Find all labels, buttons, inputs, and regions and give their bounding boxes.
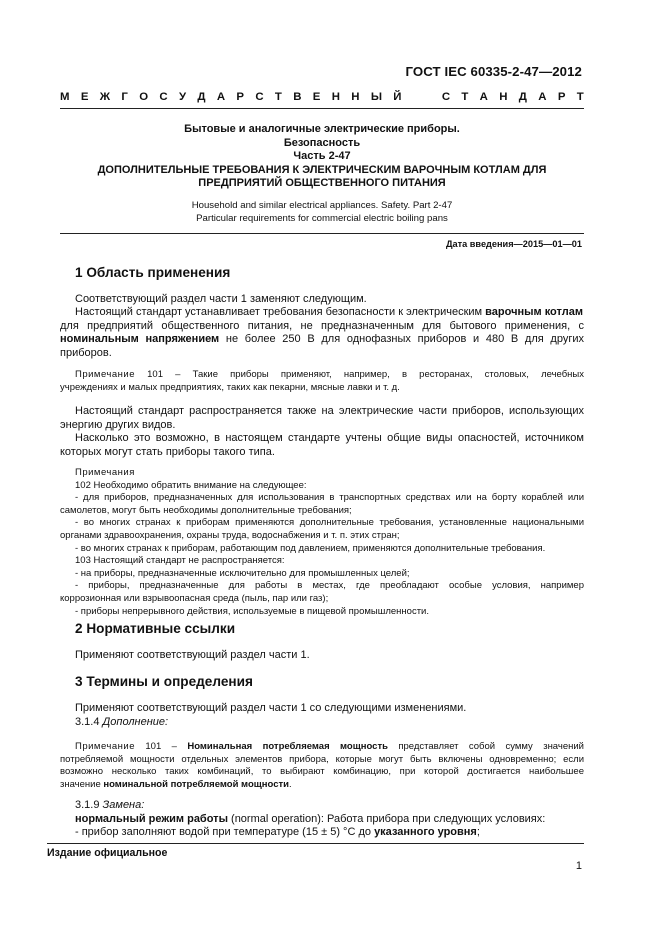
english-title-line-2: Particular requirements for commercial electric boiling pans: [196, 212, 448, 224]
clause-3-1-9: 3.1.9 Замена: нормальный режим работы (normal operation): Работа прибора при следующих условиях: - прибор заполняют водой при температуре (15 ± 5) °С до указанного уровня;: [75, 799, 546, 839]
banner-letter: С: [255, 91, 264, 103]
section-2-paragraph: Применяют соответствующий раздел части 1.: [75, 649, 310, 661]
section-2-heading: 2 Нормативные ссылки: [75, 621, 236, 636]
banner-letter: Ж: [99, 91, 111, 103]
banner-letter: А: [479, 91, 488, 103]
title-line-3: Часть 2-47: [293, 150, 351, 162]
title-line-1: Бытовые и аналогичные электрические приборы.: [184, 123, 460, 135]
banner-letter: М: [60, 91, 70, 103]
title-rule: [60, 233, 584, 234]
note-101-rated-power: Примечание 101 – Номинальная потребляемая мощность представляет собой сумму значений потребляемой мощности отдельных элементов прибора, которые могут быть включены одновременно; если возможно несколько таких комбинаций, то выбирают комбинацию, при которой достигается наибольшее значение номинальной потребляемой мощности.: [60, 741, 584, 790]
banner-letter: Т: [461, 91, 469, 103]
banner-letter: Г: [121, 91, 128, 103]
banner-letter: Д: [197, 91, 206, 103]
banner-letter: Й: [393, 91, 402, 103]
banner-letter: А: [538, 91, 547, 103]
section-3-paragraph: Применяют соответствующий раздел части 1 со следующими изменениями. 3.1.4 Дополнение:: [75, 702, 467, 728]
title-line-5: ПРЕДПРИЯТИЙ ОБЩЕСТВЕННОГО ПИТАНИЯ: [198, 177, 446, 189]
banner-letter: Р: [236, 91, 244, 103]
introduction-date: Дата введения—2015—01—01: [445, 239, 582, 249]
english-title-line-1: Household and similar electrical appliances. Safety. Part 2-47: [191, 200, 453, 211]
section-1-paragraph-1: Соответствующий раздел части 1 заменяют следующим.: [75, 293, 367, 305]
banner-letter: Т: [274, 91, 282, 103]
banner-letter: Е: [80, 91, 89, 103]
header-rule: [60, 108, 584, 109]
page-number: 1: [575, 860, 582, 872]
banner-letter: Н: [351, 91, 360, 103]
banner-letter: [413, 91, 416, 103]
document-title: [60, 123, 584, 191]
banner-letter: Н: [499, 91, 508, 103]
section-1-heading: 1 Область применения: [75, 265, 231, 280]
banner-letter: Н: [331, 91, 340, 103]
footer-rule: [47, 843, 584, 844]
banner-letter: С: [441, 91, 451, 103]
notes-102-103: Примечания 102 Необходимо обратить внимание на следующее: - для приборов, предназначенных для использования в транспортных средствах или на борту кораблей или самолетов, могут быть необходимы дополнительные требования; - во многих странах к приборам применяются дополнительные требования, установленные национальными органами здравоохранения, охраны труда, водоснабжения и т. п. этих стран; - во многих странах к приборам, работающим под давлением, применяются дополнительные требования. 103 Настоящий стандарт не распространяется: - на приборы, предназначенные исключительно для промышленных целей; - приборы, предназначенные для работы в местах, где преобладают особые условия, например коррозионная или взрывоопасная среда (пыль, пар или газ); - приборы непрерывного действия, используемые в пищевой промышленности.: [60, 467, 584, 617]
title-line-2: Безопасность: [283, 136, 361, 149]
banner-letter: Т: [576, 91, 584, 103]
english-title: [60, 200, 584, 225]
banner-letter: Ы: [370, 91, 382, 103]
official-edition-label: Издание официальное: [47, 847, 168, 859]
banner-letter: Р: [557, 91, 566, 103]
banner-letter: У: [178, 91, 187, 103]
standard-number: ГОСТ IEC 60335-2-47—2012: [405, 64, 582, 79]
banner-letter: С: [159, 91, 168, 103]
note-101: Примечание 101 – Такие приборы применяют, например, в ресторанах, столовых, лечебных учреждениях и малых предприятиях, таких как пекарни, мясные лавки и т. д.: [60, 369, 584, 393]
section-3-heading: 3 Термины и определения: [75, 674, 253, 689]
banner-letter: В: [293, 91, 302, 103]
banner-letter: [427, 91, 430, 103]
banner-letter: А: [216, 91, 226, 103]
interstate-standard-banner: [60, 91, 584, 103]
banner-letter: О: [139, 91, 149, 103]
section-1-paragraph-2: Настоящий стандарт устанавливает требования безопасности к электрическим варочным котлам для предприятий общественного питания, не предназначенным для бытового применения, с номинальным напряжением не более 250 В для однофазных приборов и 480 В для других приборов.: [60, 306, 584, 359]
banner-letter: Д: [518, 91, 527, 103]
banner-letter: Е: [312, 91, 321, 103]
title-line-4: ДОПОЛНИТЕЛЬНЫЕ ТРЕБОВАНИЯ К ЭЛЕКТРИЧЕСКИМ ВАРОЧНЫМ КОТЛАМ ДЛЯ: [97, 163, 547, 176]
section-1-paragraph-3: Настоящий стандарт распространяется также на электрические части приборов, использующих энергию других видов. Насколько это возможно, в настоящем стандарте учтены общие виды опасностей, источником которых могут стать приборы такого типа.: [60, 405, 584, 458]
